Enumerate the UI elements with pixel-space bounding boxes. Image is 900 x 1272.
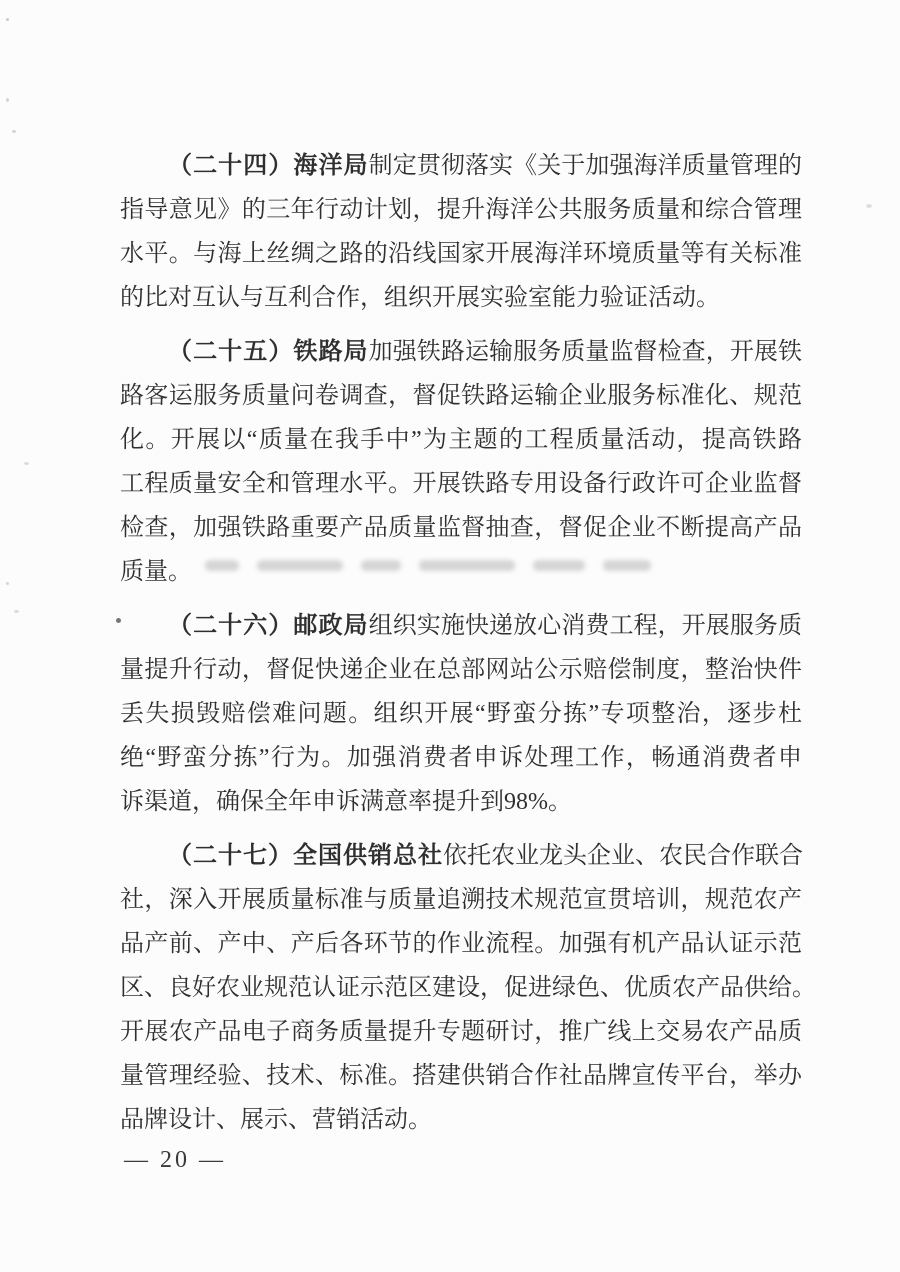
scan-speck [866, 204, 872, 208]
scan-speck [6, 18, 9, 21]
text-line: 品牌设计、展示、营销活动。 [120, 1107, 432, 1133]
text-line [120, 604, 802, 648]
text-line: 社，深入开展质量标准与质量追溯技术规范宣贯培训，规范农产 [120, 887, 802, 913]
scan-speck [24, 462, 29, 465]
scan-speck [6, 582, 9, 585]
paragraph-27 [120, 834, 816, 1142]
text-line: 水平。与海上丝绸之路的沿线国家开展海洋环境质量等有关标准 [120, 241, 802, 267]
section-number-agency: （二十四）海洋局 [168, 153, 369, 179]
text-line: 开展农产品电子商务质量提升专题研讨，推广线上交易农产品质 [120, 1019, 802, 1045]
text-line: 量管理经验、技术、标准。搭建供销合作社品牌宣传平台，举办 [120, 1063, 802, 1089]
section-number-agency: （二十七）全国供销总社 [168, 843, 443, 869]
text-run: 加强铁路运输服务质量监督检查，开展铁 [368, 339, 802, 365]
section-number-agency: （二十六）邮政局 [168, 613, 369, 639]
text-line [120, 144, 802, 188]
text-line: 品产前、产中、产后各环节的作业流程。加强有机产品认证示范 [120, 931, 802, 957]
text-line [120, 330, 802, 374]
text-run: 依托农业龙头企业、农民合作联合 [443, 843, 803, 869]
scan-speck [116, 618, 121, 623]
text-line: 指导意见》的三年行动计划，提升海洋公共服务质量和综合管理 [120, 197, 802, 223]
scan-speck [12, 130, 16, 133]
body-text [120, 144, 816, 1152]
paragraph-25 [120, 330, 802, 594]
text-line: 绝“野蛮分拣”行为。加强消费者申诉处理工作，畅通消费者申 [120, 745, 802, 771]
text-line: 区、良好农业规范认证示范区建设，促进绿色、优质农产品供给。 [120, 975, 816, 1001]
text-line: 工程质量安全和管理水平。开展铁路专用设备行政许可企业监督 [120, 471, 802, 497]
text-line [120, 834, 802, 878]
text-line: 检查，加强铁路重要产品质量监督抽查，督促企业不断提高产品 [120, 515, 802, 541]
text-run: 制定贯彻落实《关于加强海洋质量管理的 [368, 153, 802, 179]
text-line: 化。开展以“质量在我手中”为主题的工程质量活动，提高铁路 [120, 427, 802, 453]
text-line: 质量。 [120, 559, 192, 585]
ink-bleed-artifact [205, 556, 675, 574]
text-line: 诉渠道，确保全年申诉满意率提升到98%。 [120, 789, 572, 815]
text-line: 量提升行动，督促快递企业在总部网站公示赔偿制度，整治快件 [120, 657, 802, 683]
paragraph-26 [120, 604, 802, 824]
text-line: 丢失损毁赔偿难问题。组织开展“野蛮分拣”专项整治，逐步杜 [120, 701, 802, 727]
page-number: — 20 — [124, 1147, 226, 1173]
text-line: 路客运服务质量问卷调查，督促铁路运输企业服务标准化、规范 [120, 383, 802, 409]
scan-speck [14, 610, 19, 613]
text-line: 的比对互认与互利合作，组织开展实验室能力验证活动。 [120, 285, 720, 311]
text-run: 组织实施快递放心消费工程，开展服务质 [368, 613, 802, 639]
paragraph-24 [120, 144, 802, 320]
section-number-agency: （二十五）铁路局 [168, 339, 369, 365]
scan-speck [6, 98, 9, 102]
